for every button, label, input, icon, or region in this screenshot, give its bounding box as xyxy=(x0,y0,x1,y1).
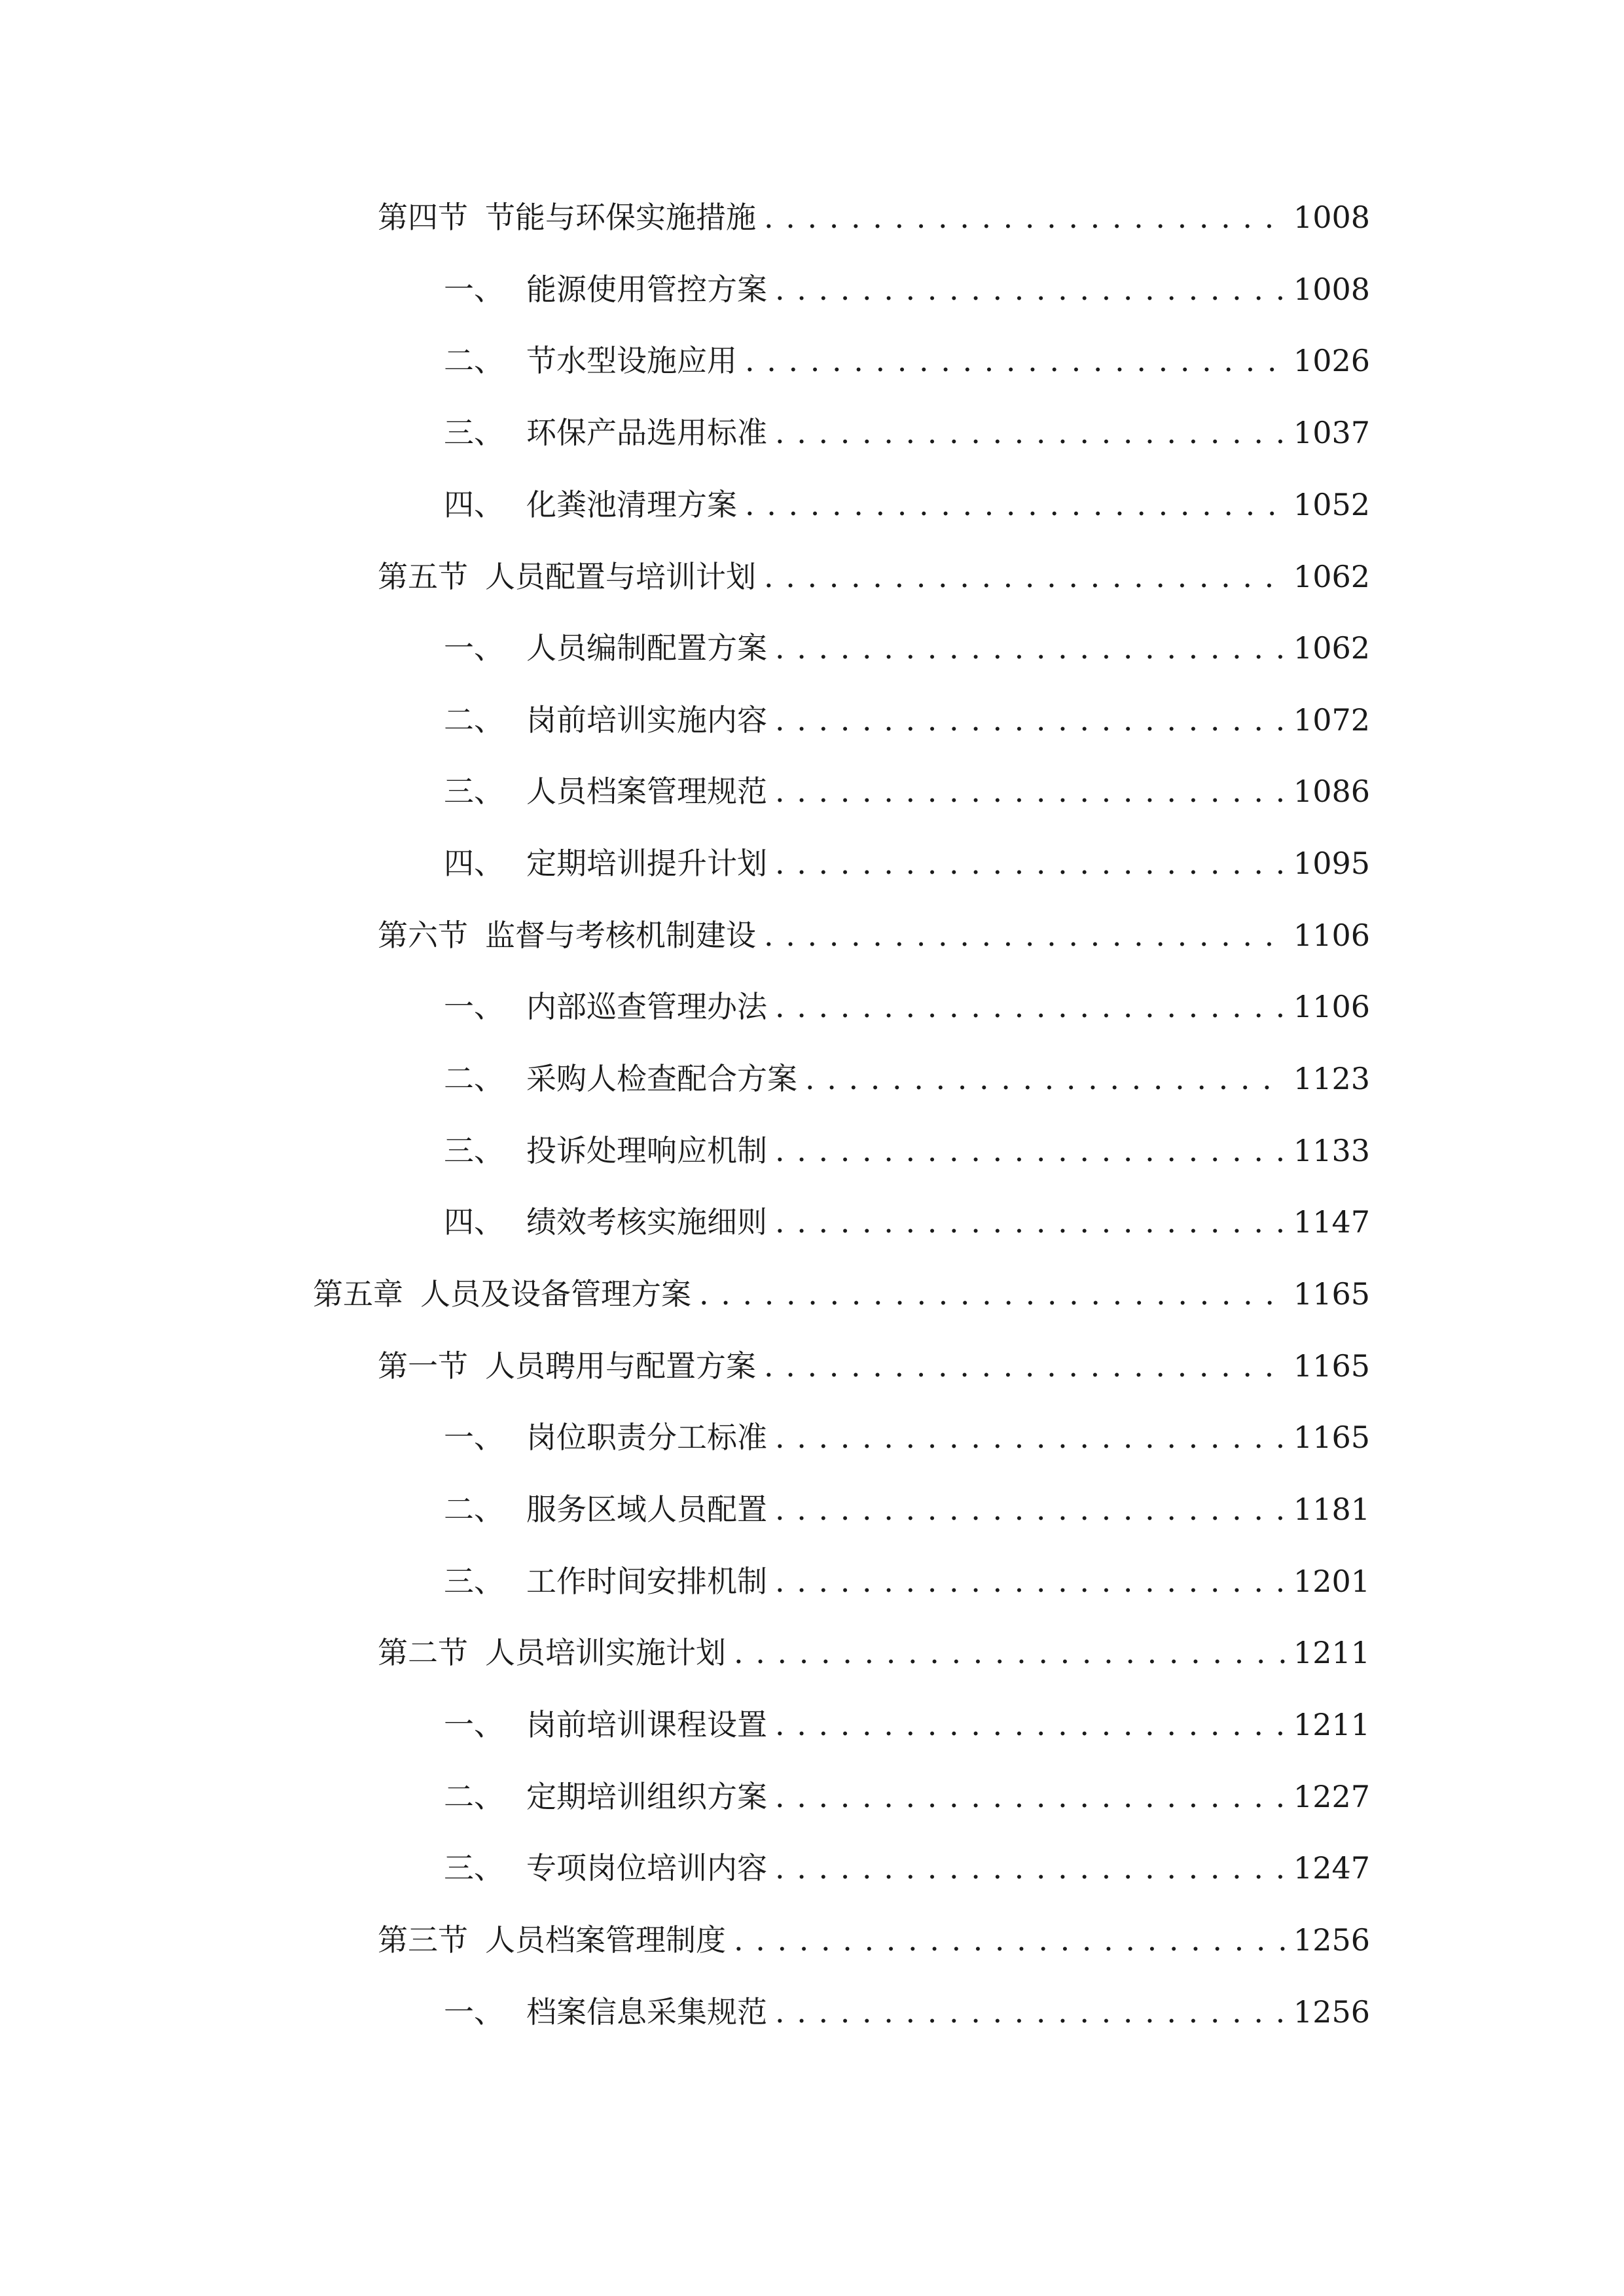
entry-title: 专项岗位培训内容 xyxy=(526,1850,767,1886)
dot-leader xyxy=(775,840,1286,886)
entry-prefix: 三、 xyxy=(444,1133,504,1168)
entry-title: 节水型设施应用 xyxy=(526,343,737,378)
entry-prefix: 二、 xyxy=(444,1492,504,1527)
dot-leader xyxy=(775,1702,1286,1748)
entry-title: 工作时间安排机制 xyxy=(526,1564,767,1599)
dot-leader xyxy=(805,1056,1286,1102)
dot-leader xyxy=(764,554,1286,600)
dot-leader xyxy=(775,1989,1286,2035)
entry-prefix: 一、 xyxy=(444,630,504,666)
toc-entry[interactable] xyxy=(444,338,1370,384)
entry-prefix: 二、 xyxy=(444,343,504,378)
dot-leader xyxy=(775,1774,1286,1820)
entry-page-number: 1211 xyxy=(1293,1635,1370,1670)
entry-title: 岗前培训课程设置 xyxy=(526,1707,767,1742)
entry-title: 岗前培训实施内容 xyxy=(526,702,767,738)
entry-page-number: 1008 xyxy=(1293,200,1370,235)
entry-title: 定期培训提升计划 xyxy=(526,846,767,881)
toc-entry[interactable] xyxy=(313,1271,1370,1317)
toc-entry[interactable] xyxy=(378,1343,1370,1389)
dot-leader xyxy=(775,410,1286,456)
entry-page-number: 1052 xyxy=(1293,487,1370,522)
dot-leader xyxy=(775,1414,1286,1460)
entry-prefix: 第五章 xyxy=(313,1276,403,1312)
entry-page-number: 1133 xyxy=(1293,1133,1370,1168)
toc-entry[interactable] xyxy=(444,984,1370,1030)
entry-title: 绩效考核实施细则 xyxy=(526,1204,767,1240)
entry-prefix: 第三节 xyxy=(378,1922,468,1958)
entry-prefix: 一、 xyxy=(444,1994,504,2030)
toc-entry[interactable] xyxy=(444,840,1370,886)
entry-prefix: 第五节 xyxy=(378,559,468,594)
entry-page-number: 1181 xyxy=(1293,1492,1370,1527)
dot-leader xyxy=(764,1343,1286,1389)
entry-page-number: 1256 xyxy=(1293,1922,1370,1958)
entry-prefix: 第四节 xyxy=(378,200,468,235)
dot-leader xyxy=(775,625,1286,671)
entry-prefix: 三、 xyxy=(444,1564,504,1599)
dot-leader xyxy=(764,194,1286,240)
dot-leader xyxy=(764,912,1286,958)
dot-leader xyxy=(775,1558,1286,1604)
toc-entry[interactable] xyxy=(444,1199,1370,1245)
entry-title: 化粪池清理方案 xyxy=(526,487,737,522)
toc-entry[interactable] xyxy=(444,1486,1370,1532)
entry-prefix: 三、 xyxy=(444,774,504,809)
entry-title: 人员配置与培训计划 xyxy=(485,559,756,594)
entry-title: 人员编制配置方案 xyxy=(526,630,767,666)
entry-title: 监督与考核机制建设 xyxy=(485,918,756,953)
toc-entry[interactable] xyxy=(444,266,1370,312)
entry-title: 人员档案管理制度 xyxy=(485,1922,726,1958)
toc-entry[interactable] xyxy=(444,1774,1370,1820)
entry-prefix: 一、 xyxy=(444,1707,504,1742)
entry-title: 人员培训实施计划 xyxy=(485,1635,726,1670)
entry-page-number: 1247 xyxy=(1293,1850,1370,1886)
toc-entry[interactable] xyxy=(444,625,1370,671)
dot-leader xyxy=(734,1917,1286,1963)
dot-leader xyxy=(775,1845,1286,1891)
entry-page-number: 1165 xyxy=(1293,1348,1370,1384)
toc-entry[interactable] xyxy=(444,1845,1370,1891)
dot-leader xyxy=(745,338,1286,384)
toc-entry[interactable] xyxy=(378,554,1370,600)
entry-prefix: 二、 xyxy=(444,1061,504,1096)
entry-prefix: 二、 xyxy=(444,702,504,738)
entry-title: 服务区域人员配置 xyxy=(526,1492,767,1527)
toc-entry[interactable] xyxy=(378,194,1370,240)
entry-page-number: 1062 xyxy=(1293,559,1370,594)
dot-leader xyxy=(775,984,1286,1030)
entry-page-number: 1062 xyxy=(1293,630,1370,666)
toc-entry[interactable] xyxy=(444,1056,1370,1102)
dot-leader xyxy=(775,697,1286,743)
toc-entry[interactable] xyxy=(444,1989,1370,2035)
toc-entry[interactable] xyxy=(444,410,1370,456)
entry-prefix: 第六节 xyxy=(378,918,468,953)
entry-prefix: 三、 xyxy=(444,1850,504,1886)
entry-page-number: 1095 xyxy=(1293,846,1370,881)
dot-leader xyxy=(775,768,1286,814)
entry-prefix: 四、 xyxy=(444,846,504,881)
entry-title: 环保产品选用标准 xyxy=(526,415,767,450)
entry-page-number: 1106 xyxy=(1293,989,1370,1024)
entry-page-number: 1227 xyxy=(1293,1779,1370,1814)
dot-leader xyxy=(775,1486,1286,1532)
entry-prefix: 第二节 xyxy=(378,1635,468,1670)
entry-prefix: 一、 xyxy=(444,989,504,1024)
dot-leader xyxy=(699,1271,1286,1317)
entry-title: 人员档案管理规范 xyxy=(526,774,767,809)
entry-prefix: 三、 xyxy=(444,415,504,450)
entry-prefix: 第一节 xyxy=(378,1348,468,1384)
entry-page-number: 1165 xyxy=(1293,1276,1370,1312)
entry-prefix: 四、 xyxy=(444,1204,504,1240)
entry-page-number: 1072 xyxy=(1293,702,1370,738)
entry-page-number: 1037 xyxy=(1293,415,1370,450)
entry-prefix: 四、 xyxy=(444,487,504,522)
toc-entry[interactable] xyxy=(378,912,1370,958)
toc-entry[interactable] xyxy=(378,1917,1370,1963)
toc-entry[interactable] xyxy=(444,1702,1370,1748)
dot-leader xyxy=(775,1128,1286,1174)
toc-entry[interactable] xyxy=(378,1630,1370,1676)
entry-title: 人员及设备管理方案 xyxy=(420,1276,691,1312)
entry-page-number: 1026 xyxy=(1293,343,1370,378)
dot-leader xyxy=(734,1630,1286,1676)
toc-entry[interactable] xyxy=(444,482,1370,528)
entry-page-number: 1123 xyxy=(1293,1061,1370,1096)
entry-prefix: 一、 xyxy=(444,1420,504,1455)
entry-title: 采购人检查配合方案 xyxy=(526,1061,797,1096)
entry-page-number: 1165 xyxy=(1293,1420,1370,1455)
dot-leader xyxy=(775,266,1286,312)
entry-title: 档案信息采集规范 xyxy=(526,1994,767,2030)
entry-page-number: 1201 xyxy=(1293,1564,1370,1599)
dot-leader xyxy=(745,482,1286,528)
entry-prefix: 一、 xyxy=(444,272,504,307)
entry-page-number: 1106 xyxy=(1293,918,1370,953)
entry-title: 岗位职责分工标准 xyxy=(526,1420,767,1455)
entry-title: 投诉处理响应机制 xyxy=(526,1133,767,1168)
entry-title: 内部巡查管理办法 xyxy=(526,989,767,1024)
toc-entry[interactable] xyxy=(444,697,1370,743)
entry-page-number: 1211 xyxy=(1293,1707,1370,1742)
toc-entry[interactable] xyxy=(444,768,1370,814)
entry-title: 定期培训组织方案 xyxy=(526,1779,767,1814)
entry-page-number: 1147 xyxy=(1293,1204,1370,1240)
dot-leader xyxy=(775,1199,1286,1245)
toc-entry[interactable] xyxy=(444,1558,1370,1604)
entry-prefix: 二、 xyxy=(444,1779,504,1814)
entry-title: 能源使用管控方案 xyxy=(526,272,767,307)
entry-title: 人员聘用与配置方案 xyxy=(485,1348,756,1384)
toc-entry[interactable] xyxy=(444,1414,1370,1460)
entry-page-number: 1008 xyxy=(1293,272,1370,307)
toc-entry[interactable] xyxy=(444,1128,1370,1174)
entry-page-number: 1256 xyxy=(1293,1994,1370,2030)
entry-page-number: 1086 xyxy=(1293,774,1370,809)
entry-title: 节能与环保实施措施 xyxy=(485,200,756,235)
